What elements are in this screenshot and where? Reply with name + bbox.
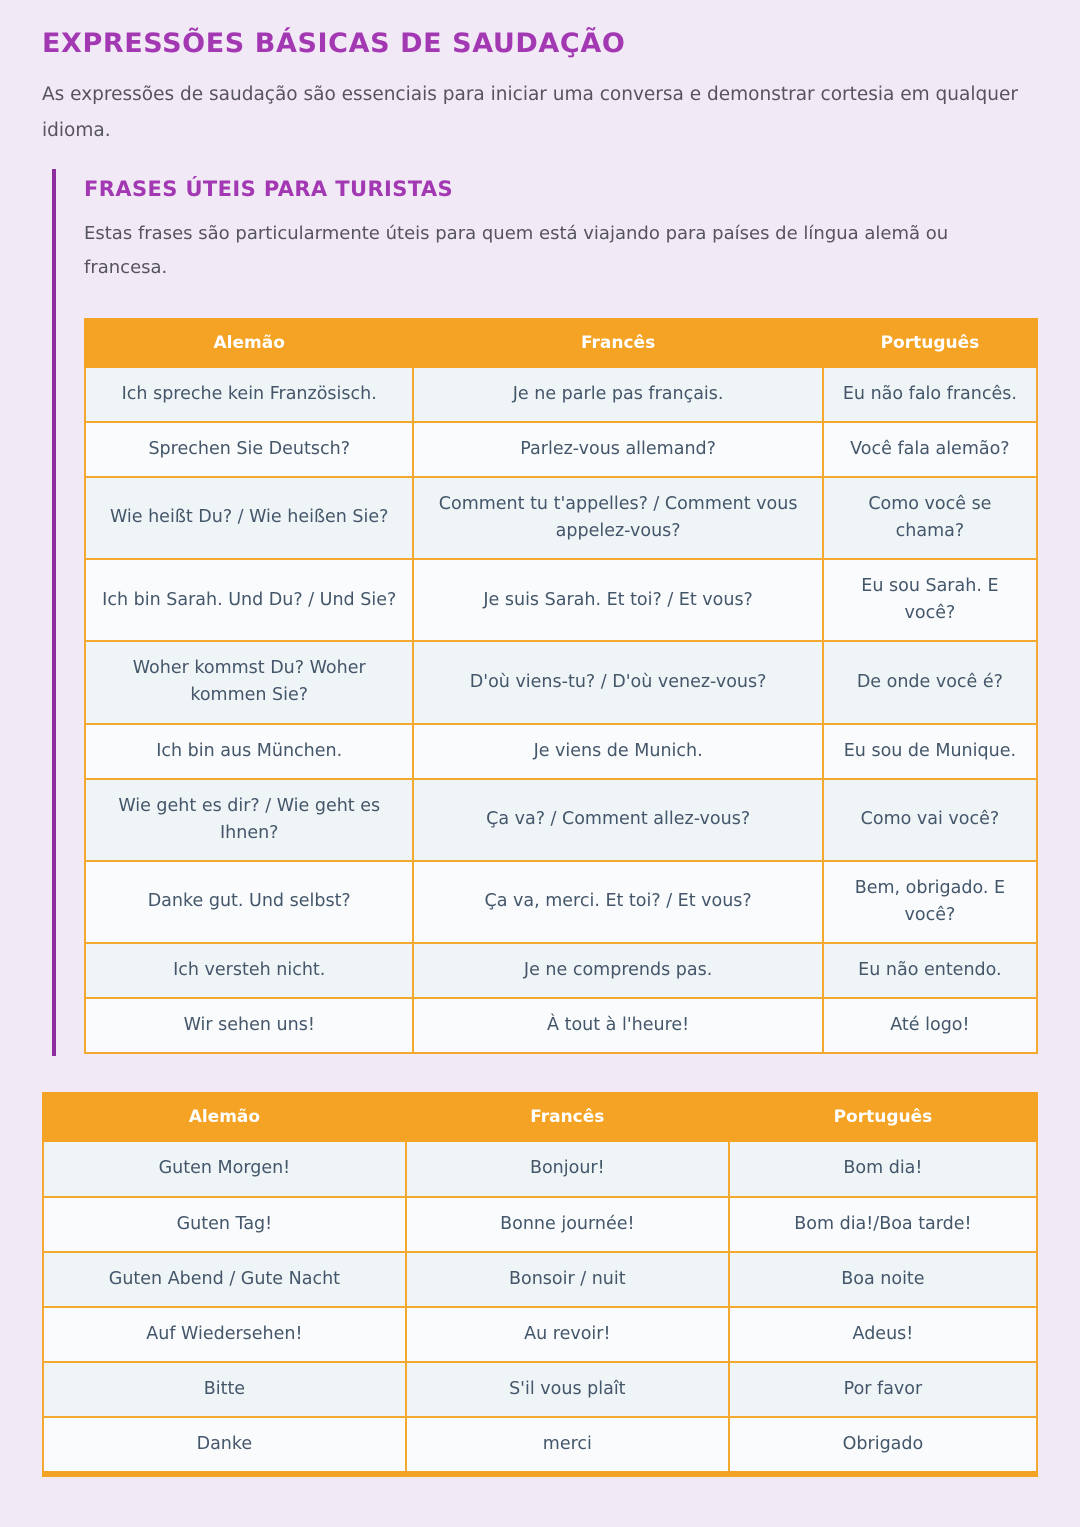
table-row (43, 1417, 1037, 1474)
table-cell: Comment tu t'appelles? / Comment vous appelez-vous? (413, 477, 822, 559)
table-cell: S'il vous plaît (406, 1362, 729, 1417)
table-cell: Adeus! (729, 1307, 1037, 1362)
table-cell: Au revoir! (406, 1307, 729, 1362)
table-body (85, 367, 1037, 1054)
table-cell: À tout à l'heure! (413, 998, 822, 1053)
table-row (85, 477, 1037, 559)
table-cell: Wie geht es dir? / Wie geht es Ihnen? (85, 779, 413, 861)
table-cell: Por favor (729, 1362, 1037, 1417)
table-cell: D'où viens-tu? / D'où venez-vous? (413, 641, 822, 723)
table-cell: Bonne journée! (406, 1197, 729, 1252)
table-body (43, 1141, 1037, 1474)
table-cell: Wie heißt Du? / Wie heißen Sie? (85, 477, 413, 559)
header-french: Francês (413, 319, 822, 367)
page-intro: As expressões de saudação são essenciais para iniciar uma conversa e demonstrar cortesia em qualquer idioma. (42, 84, 1018, 142)
table-row (43, 1252, 1037, 1307)
table-cell: Eu não entendo. (823, 943, 1037, 998)
table-cell: Ça va? / Comment allez-vous? (413, 779, 822, 861)
table-cell: Guten Abend / Gute Nacht (43, 1252, 406, 1307)
table-cell: Ich bin Sarah. Und Du? / Und Sie? (85, 559, 413, 641)
table-cell: Bonjour! (406, 1141, 729, 1196)
table-row (43, 1197, 1037, 1252)
table-header-row (85, 319, 1037, 367)
table-cell: De onde você é? (823, 641, 1037, 723)
table-cell: Você fala alemão? (823, 422, 1037, 477)
table-row (85, 998, 1037, 1053)
table-row (85, 779, 1037, 861)
header-portuguese: Português (823, 319, 1037, 367)
table-cell: Obrigado (729, 1417, 1037, 1474)
table-header-row (43, 1093, 1037, 1141)
table-cell: Bom dia!/Boa tarde! (729, 1197, 1037, 1252)
table-row (85, 641, 1037, 723)
table-cell: Guten Morgen! (43, 1141, 406, 1196)
tourist-phrases-section (52, 169, 1038, 1056)
section-intro: Estas frases são particularmente úteis para quem está viajando para países de língua alemã ou francesa. (84, 223, 949, 279)
table-row (85, 724, 1037, 779)
table-cell: Wir sehen uns! (85, 998, 413, 1053)
table-cell: Como vai você? (823, 779, 1037, 861)
table-row (85, 559, 1037, 641)
table-row (85, 422, 1037, 477)
table-cell: Je ne parle pas français. (413, 367, 822, 422)
table-cell: Bem, obrigado. E você? (823, 861, 1037, 943)
table-cell: Ça va, merci. Et toi? / Et vous? (413, 861, 822, 943)
table-cell: Boa noite (729, 1252, 1037, 1307)
phrases-table-greetings (42, 1092, 1038, 1477)
table-cell: Eu não falo francês. (823, 367, 1037, 422)
table-cell: Danke gut. Und selbst? (85, 861, 413, 943)
table-row (43, 1362, 1037, 1417)
header-german: Alemão (43, 1093, 406, 1141)
header-portuguese: Português (729, 1093, 1037, 1141)
table-cell: Ich bin aus München. (85, 724, 413, 779)
table-row (85, 367, 1037, 422)
table-cell: Je ne comprends pas. (413, 943, 822, 998)
table-row (43, 1307, 1037, 1362)
table-cell: merci (406, 1417, 729, 1474)
table-cell: Bom dia! (729, 1141, 1037, 1196)
table-cell: Woher kommst Du? Woher kommen Sie? (85, 641, 413, 723)
table-cell: Bonsoir / nuit (406, 1252, 729, 1307)
table-cell: Danke (43, 1417, 406, 1474)
header-french: Francês (406, 1093, 729, 1141)
table-cell: Como você se chama? (823, 477, 1037, 559)
table-cell: Sprechen Sie Deutsch? (85, 422, 413, 477)
table-cell: Je suis Sarah. Et toi? / Et vous? (413, 559, 822, 641)
table-cell: Parlez-vous allemand? (413, 422, 822, 477)
header-german: Alemão (85, 319, 413, 367)
table-row (85, 861, 1037, 943)
table-cell: Auf Wiedersehen! (43, 1307, 406, 1362)
greetings-table-wrap (42, 1092, 1038, 1477)
table-cell: Guten Tag! (43, 1197, 406, 1252)
table-cell: Ich spreche kein Französisch. (85, 367, 413, 422)
table-row (43, 1141, 1037, 1196)
table-cell: Até logo! (823, 998, 1037, 1053)
table-cell: Ich versteh nicht. (85, 943, 413, 998)
table-row (85, 943, 1037, 998)
table-cell: Eu sou de Munique. (823, 724, 1037, 779)
phrases-table-tourists (84, 318, 1038, 1055)
section-title: FRASES ÚTEIS PARA TURISTAS (84, 177, 454, 202)
table-cell: Eu sou Sarah. E você? (823, 559, 1037, 641)
table-cell: Bitte (43, 1362, 406, 1417)
page-title: EXPRESSÕES BÁSICAS DE SAUDAÇÃO (42, 28, 626, 59)
table-cell: Je viens de Munich. (413, 724, 822, 779)
